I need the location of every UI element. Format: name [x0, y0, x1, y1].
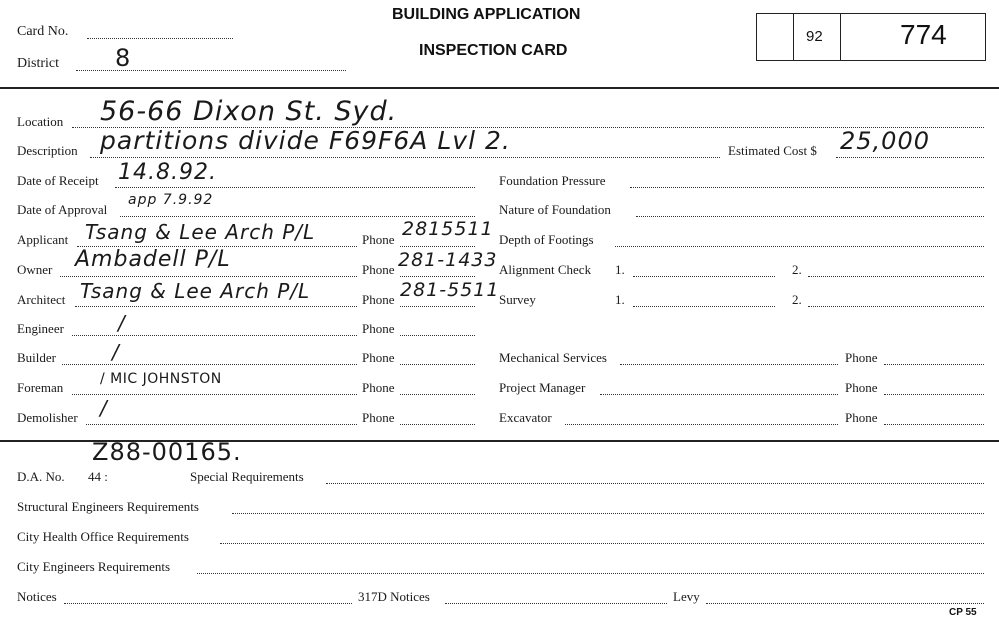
depth-of-footings-field[interactable]: [615, 246, 984, 247]
applicant-phone-label: Phone: [362, 232, 395, 247]
nature-of-foundation-label: Nature of Foundation: [499, 202, 611, 217]
date-of-approval-label: Date of Approval: [17, 202, 108, 217]
excavator-phone-label: Phone: [845, 410, 878, 425]
levy-label: Levy: [673, 589, 700, 604]
city-engineers-label: City Engineers Requirements: [17, 559, 171, 574]
alignment-check-1-field[interactable]: [633, 276, 775, 277]
project-manager-label: Project Manager: [499, 380, 586, 395]
alignment-check-2-label: 2.: [792, 262, 802, 277]
owner-value: Ambadell P/L: [75, 247, 231, 272]
location-label: Location: [17, 114, 64, 129]
architect-phone-label: Phone: [362, 292, 395, 307]
survey-label: Survey: [499, 292, 536, 307]
project-manager-phone-label: Phone: [845, 380, 878, 395]
city-health-field[interactable]: [220, 543, 984, 544]
engineer-phone-label: Phone: [362, 321, 395, 336]
foreman-field[interactable]: [72, 394, 357, 395]
engineer-label: Engineer: [17, 321, 64, 336]
mechanical-services-label: Mechanical Services: [499, 350, 607, 365]
notices-field[interactable]: [64, 603, 352, 604]
owner-phone-label: Phone: [362, 262, 395, 277]
excavator-field[interactable]: [565, 424, 838, 425]
owner-label: Owner: [17, 262, 53, 277]
architect-value: Tsang & Lee Arch P/L: [80, 279, 311, 303]
mechanical-services-field[interactable]: [620, 364, 838, 365]
reference-small-number: 92: [806, 28, 823, 45]
depth-of-footings-label: Depth of Footings: [499, 232, 594, 247]
survey-1-label: 1.: [615, 292, 625, 307]
applicant-phone-value: 2815511: [402, 218, 494, 240]
date-of-receipt-field[interactable]: [115, 187, 475, 188]
builder-value: /: [112, 340, 120, 364]
foundation-pressure-label: Foundation Pressure: [499, 173, 606, 188]
district-label: District: [17, 56, 59, 71]
applicant-phone-field[interactable]: [400, 246, 475, 247]
foundation-pressure-field[interactable]: [630, 187, 984, 188]
demolisher-field[interactable]: [86, 424, 357, 425]
alignment-check-1-label: 1.: [615, 262, 625, 277]
city-engineers-field[interactable]: [197, 573, 984, 574]
date-of-approval-value: app 7.9.92: [128, 192, 214, 208]
project-manager-field[interactable]: [600, 394, 838, 395]
excavator-label: Excavator: [499, 410, 552, 425]
card-no-field[interactable]: [87, 38, 233, 39]
applicant-value: Tsang & Lee Arch P/L: [85, 220, 316, 244]
special-requirements-label: Special Requirements: [190, 469, 304, 484]
excavator-phone-field[interactable]: [884, 424, 984, 425]
da-no-prefix: 44 :: [88, 469, 108, 484]
architect-field[interactable]: [75, 306, 357, 307]
form-title-line2: INSPECTION CARD: [419, 42, 568, 59]
structural-engineers-field[interactable]: [232, 513, 984, 514]
da-no-handwritten-value: Z88-00165.: [92, 438, 242, 466]
estimated-cost-value: 25,000: [840, 127, 930, 155]
notices-label: Notices: [17, 589, 57, 604]
district-value: 8: [115, 44, 132, 72]
foreman-label: Foreman: [17, 380, 64, 395]
builder-label: Builder: [17, 350, 56, 365]
project-manager-phone-field[interactable]: [884, 394, 984, 395]
header-divider: [0, 87, 999, 89]
reference-large-number: 774: [900, 19, 947, 50]
demolisher-phone-field[interactable]: [400, 424, 475, 425]
builder-phone-label: Phone: [362, 350, 395, 365]
estimated-cost-label: Estimated Cost $: [728, 143, 817, 158]
architect-phone-value: 281-5511: [400, 279, 500, 301]
description-value: partitions divide F69F6A Lvl 2.: [100, 126, 511, 155]
description-label: Description: [17, 143, 78, 158]
demolisher-value: /: [100, 396, 108, 420]
mechanical-services-phone-label: Phone: [845, 350, 878, 365]
survey-2-label: 2.: [792, 292, 802, 307]
owner-phone-field[interactable]: [400, 276, 475, 277]
mechanical-services-phone-field[interactable]: [884, 364, 984, 365]
foreman-phone-field[interactable]: [400, 394, 475, 395]
engineer-value: /: [118, 311, 126, 335]
architect-phone-field[interactable]: [400, 306, 475, 307]
alignment-check-2-field[interactable]: [808, 276, 984, 277]
form-code: CP 55: [949, 607, 977, 618]
card-no-label: Card No.: [17, 24, 69, 39]
builder-phone-field[interactable]: [400, 364, 475, 365]
applicant-label: Applicant: [17, 232, 69, 247]
foreman-value: / MIC JOHNSTON: [100, 371, 222, 387]
alignment-check-label: Alignment Check: [499, 262, 592, 277]
demolisher-phone-label: Phone: [362, 410, 395, 425]
owner-phone-value: 281-1433: [398, 249, 498, 271]
date-of-approval-field[interactable]: [120, 216, 475, 217]
structural-engineers-label: Structural Engineers Requirements: [17, 499, 199, 514]
date-of-receipt-label: Date of Receipt: [17, 173, 99, 188]
engineer-field[interactable]: [72, 335, 357, 336]
owner-field[interactable]: [60, 276, 357, 277]
notices-317d-field[interactable]: [445, 603, 667, 604]
foreman-phone-label: Phone: [362, 380, 395, 395]
survey-2-field[interactable]: [808, 306, 984, 307]
estimated-cost-field[interactable]: [836, 157, 984, 158]
demolisher-label: Demolisher: [17, 410, 78, 425]
levy-field[interactable]: [706, 603, 984, 604]
date-of-receipt-value: 14.8.92.: [118, 160, 217, 185]
engineer-phone-field[interactable]: [400, 335, 475, 336]
location-value: 56-66 Dixon St. Syd.: [100, 96, 398, 127]
nature-of-foundation-field[interactable]: [636, 216, 984, 217]
special-requirements-field[interactable]: [326, 483, 984, 484]
reference-box: [756, 13, 986, 61]
builder-field[interactable]: [62, 364, 357, 365]
description-field[interactable]: [90, 157, 720, 158]
da-no-label: D.A. No.: [17, 469, 65, 484]
survey-1-field[interactable]: [633, 306, 775, 307]
city-health-label: City Health Office Requirements: [17, 529, 189, 544]
form-title-line1: BUILDING APPLICATION: [392, 6, 581, 23]
notices-317d-label: 317D Notices: [358, 589, 430, 604]
architect-label: Architect: [17, 292, 66, 307]
